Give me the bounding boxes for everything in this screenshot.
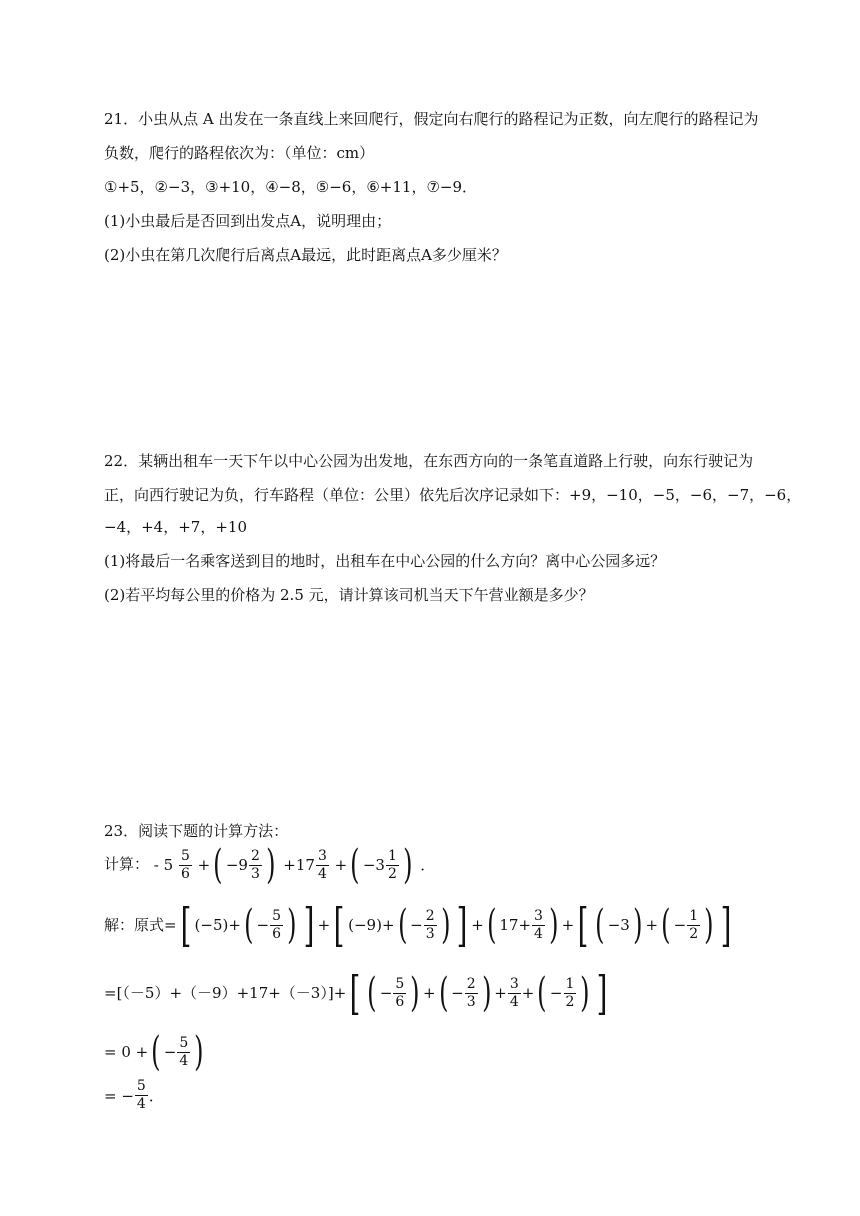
q22-line2: 正，向西行驶记为负，行车路程（单位：公里）依先后次序记录如下：+9，−10，−5，−6，−7，−6， (104, 486, 802, 504)
q22-line3: −4，+4，+7，+10 (104, 518, 247, 536)
fraction: $\frac{2}{3}$ (425, 907, 435, 942)
fraction: $\frac{3}{4}$ (317, 847, 327, 882)
q23-calc-line: 计算： - 5 $\frac{5}{6}$ +( −9 $\frac{2}{3}$ ) +17 $\frac{3}{4}$ +( −3 $\frac{1}{2}$ ) ． (104, 842, 436, 888)
fraction: $\frac{5}{4}$ (179, 1034, 189, 1069)
fraction: $\frac{1}{2}$ (689, 907, 699, 942)
fraction: $\frac{2}{3}$ (466, 975, 476, 1010)
q22-line4: (1)将最后一名乘客送到目的地时，出租车在中心公园的什么方向？离中心公园多远？ (104, 552, 666, 570)
q23-solution-line: 解：原式=[ (−5)+( − $\frac{5}{6}$ ) ] +[ (−9)+( − $\frac{2}{3}$ ) ] +( 17+ $\frac{3}{4}$ ) +[ ( −3) +( − $\frac{1}{2}$ ) ] (104, 898, 732, 952)
fraction: $\frac{5}{4}$ (136, 1078, 146, 1112)
q21-line1: 21．小虫从点 A 出发在一条直线上来回爬行，假定向右爬行的路程记为正数，向左爬行的路程记为 (104, 110, 759, 128)
q21-line5: (2)小虫在第几次爬行后离点A最远，此时距离点A多少厘米？ (104, 246, 507, 264)
fraction: $\frac{5}{6}$ (180, 847, 190, 882)
q21-line2: 负数，爬行的路程依次为：（单位：cm） (104, 144, 375, 162)
q21-line4: (1)小虫最后是否回到出发点A，说明理由； (104, 212, 392, 230)
fraction: $\frac{1}{2}$ (387, 847, 397, 882)
q23-line1: 23．阅读下题的计算方法： (104, 822, 289, 840)
q21-line3: ①+5，②−3，③+10，④−8，⑤−6，⑥+11，⑦−9． (104, 178, 478, 196)
q23-step3-line: = 0 +( − $\frac{5}{4}$ ) (104, 1029, 204, 1075)
fraction: $\frac{2}{3}$ (250, 847, 260, 882)
q22-line1: 22．某辆出租车一天下午以中心公园为出发地，在东西方向的一条笔直道路上行驶，向东行驶记为 (104, 452, 754, 470)
q23-step4-line: = − $\frac{5}{4}$ ． (104, 1078, 164, 1112)
q23-step2-line: =[（－5）+（－9）+17+（－3）]+[ ( − $\frac{5}{6}$ ) +( − $\frac{2}{3}$ ) + $\frac{3}{4}$ +( − $\frac{1}{2}$ ) ] (104, 966, 608, 1020)
fraction: $\frac{3}{4}$ (534, 907, 543, 942)
fraction: $\frac{1}{2}$ (565, 975, 575, 1010)
fraction: $\frac{5}{6}$ (395, 975, 405, 1010)
fraction: $\frac{5}{6}$ (272, 907, 282, 942)
fraction: $\frac{3}{4}$ (509, 975, 519, 1010)
q22-line5: (2)若平均每公里的价格为 2.5 元，请计算该司机当天下午营业额是多少？ (104, 586, 594, 604)
